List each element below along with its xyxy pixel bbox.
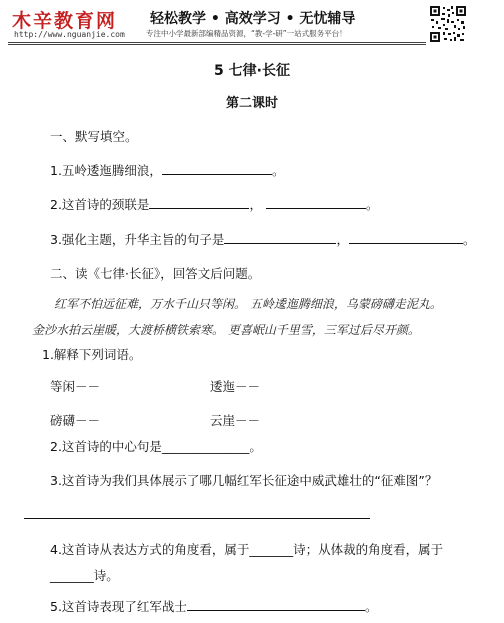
question-1-1 [50,161,284,179]
lesson-subtitle: 第二课时 [225,96,278,111]
lesson-title: 5 七律·长征 [214,63,290,79]
header-slogan: 轻松教学 • 高效学习 • 无忧辅导 [150,11,356,27]
poem-line-1: 红军不怕远征难，万水千山只等闲。 五岭逶迤腾细浪，乌蒙磅礴走泥丸。 [54,297,442,311]
question-text: 3.强化主题，升华主旨的句子是 [50,232,225,247]
question-text: 。 [462,232,476,247]
answer-blank[interactable] [224,230,336,244]
question-2-2: 2.这首诗的中心句是______________。 [50,439,262,454]
question-text: 。 [271,163,285,178]
answer-blank[interactable] [187,597,365,611]
question-text: ， [249,197,262,212]
question-1-3 [50,230,475,248]
term-weiyi: 逶迤－－ [210,379,261,394]
question-text: 5.这首诗表现了红军战士 [50,599,187,614]
term-yunya: 云崖－－ [210,413,261,428]
answer-blank[interactable] [349,230,463,244]
header-divider [8,42,426,43]
question-2-3: 3.这首诗为我们具体展示了哪几幅红军长征途中威武雄壮的“征难图”？ [50,473,438,488]
section2-heading: 二、读《七律·长征》，回答文后问题。 [50,266,261,281]
site-url: http://www.nguanjie.com [14,30,125,39]
term-pangbo: 磅礴－－ [50,413,101,428]
header-divider-secondary [8,44,426,45]
term-dengxian: 等闲－－ [50,379,101,394]
question-2-4-line1: 4.这首诗从表达方式的角度看，属于_______诗；从体裁的角度看，属于 [50,542,444,557]
question-1-2 [50,195,378,213]
poem-line-2: 金沙水拍云崖暖，大渡桥横铁索寒。 更喜岷山千里雪，三军过后尽开颜。 [32,323,420,337]
qr-code-icon [429,5,467,43]
question-text: 。 [365,197,379,212]
answer-blank[interactable] [266,195,366,209]
answer-blank[interactable] [162,161,272,175]
header-subtitle: 专注中小学最新部编精品资源，“教-学-研”一站式服务平台！ [146,29,347,38]
question-2-5 [50,597,377,615]
site-logo-text: 木辛教育网 [12,10,118,32]
section1-heading: 一、默写填空。 [50,129,138,144]
question-2-1: 1.解释下列词语。 [42,347,142,362]
question-text: 1.五岭逶迤腾细浪， [50,163,162,178]
answer-line[interactable] [24,518,370,519]
answer-blank[interactable] [149,195,249,209]
question-text: 。 [364,599,378,614]
question-text: 2.这首诗的颈联是 [50,197,150,212]
question-2-4-line2: _______诗。 [50,568,119,583]
question-text: ， [336,232,349,247]
